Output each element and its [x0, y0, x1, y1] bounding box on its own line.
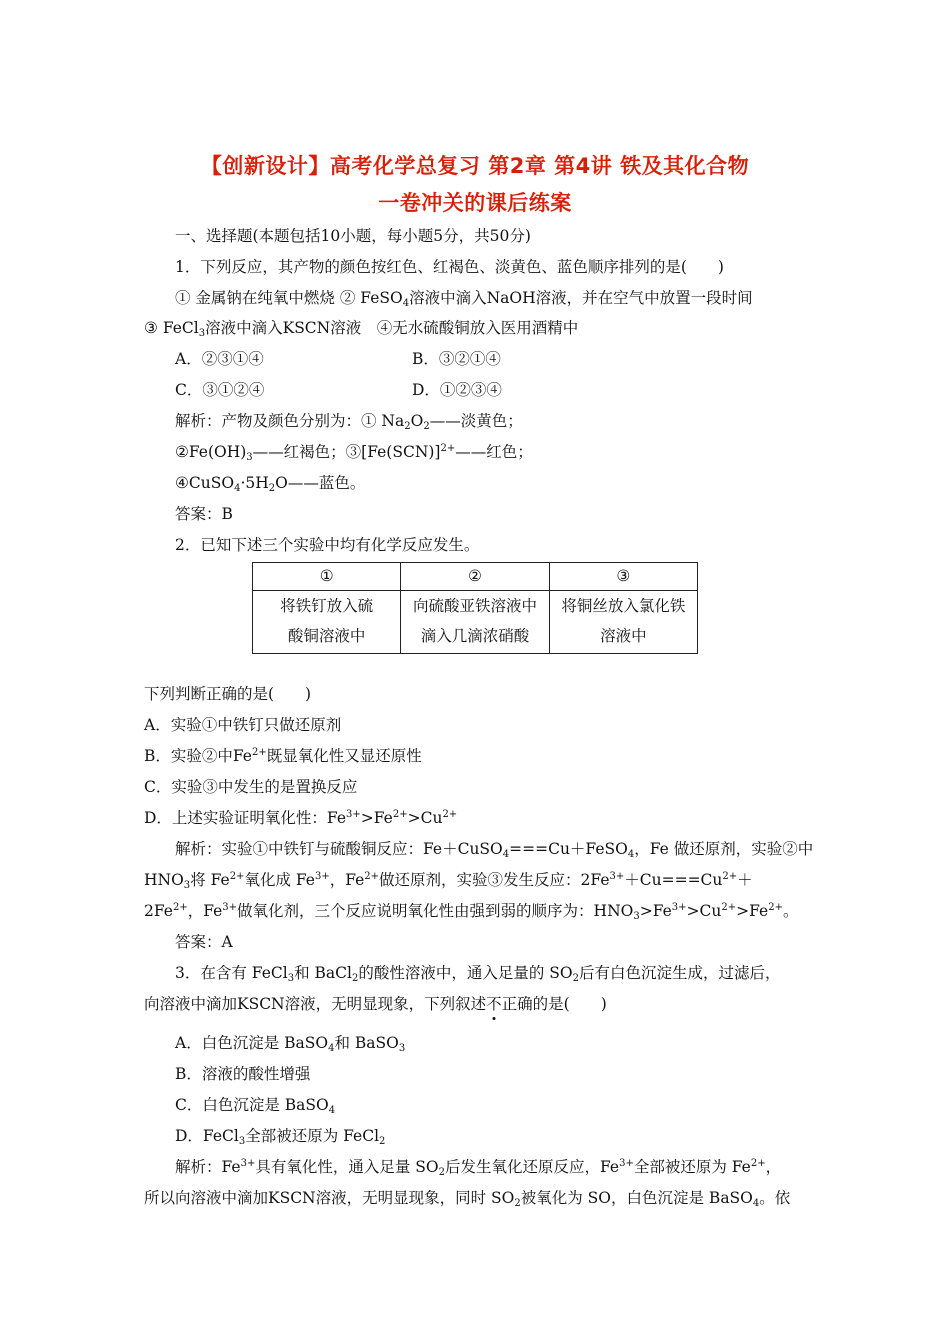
- table-header-2: ②: [401, 563, 549, 591]
- q2-option-a: A．实验①中铁钉只做还原剂: [144, 716, 342, 734]
- title-line-1: 【创新设计】高考化学总复习 第2章 第4讲 铁及其化合物: [200, 154, 750, 178]
- q1-option-d: D．①②③④: [412, 381, 502, 399]
- q1-explanation-2: $②Fe(OH)_3——$红褐色；$③[Fe(SCN)]^{2+}——$红色；: [175, 443, 533, 463]
- q1-option-c: C．③①②④: [175, 381, 265, 399]
- table-header-1: ①: [253, 563, 401, 591]
- q3-explanation-1: 解析：$Fe^{3+}$具有氧化性，通入足量 $SO_2$后发生氧化还原反应，$Fe^{3+}$全部被还原为 $Fe^{2+}$，: [175, 1158, 782, 1178]
- emphasis-dot: 不: [486, 995, 502, 1013]
- q2-explanation-1: 解析：实验①中铁钉与硫酸铜反应：Fe＋CuSO$_4$===Cu＋FeSO$_4$，Fe 做还原剂，实验②中: [175, 840, 814, 860]
- section-heading: 一、选择题(本题包括10小题，每小题5分，共50分): [175, 227, 531, 245]
- q3-option-a: A．白色沉淀是 BaSO$_4$和 BaSO$_3$: [175, 1034, 406, 1054]
- q1-stem: 1．下列反应，其产物的颜色按红色、红褐色、淡黄色、蓝色顺序排列的是( ): [175, 258, 724, 276]
- q2-answer: 答案：A: [175, 933, 233, 951]
- q1-items-line: [175, 288, 753, 308]
- q2-explanation-3: $2Fe^{2+}$，$Fe^{3+}$做氧化剂，三个反应说明氧化性由强到弱的顺序为：$HNO_3>Fe^{3+}>Cu^{2+}>Fe^{2+}$。: [144, 902, 799, 922]
- q3-option-c: C．白色沉淀是 BaSO$_4$: [175, 1096, 336, 1116]
- q1-option-b: B．③②①④: [412, 350, 501, 368]
- q2-option-c: C．实验③中发生的是置换反应: [144, 778, 358, 796]
- q1-item-2: ② FeSO$_4$溶液中滴入NaOH溶液，并在空气中放置一段时间: [339, 289, 753, 309]
- q2-option-d: D．上述实验证明氧化性：$Fe^{3+}>Fe^{2+}>Cu^{2+}$: [144, 809, 458, 827]
- q3-stem-1: 3．在含有 FeCl$_3$和 BaCl$_2$的酸性溶液中，通入足量的 $SO_2$后有白色沉淀生成，过滤后，: [175, 964, 781, 984]
- q3-option-b: B．溶液的酸性增强: [175, 1065, 311, 1083]
- q1-answer: 答案：B: [175, 505, 233, 523]
- q1-option-a: A．②③①④: [175, 350, 264, 368]
- table-cell-3: 将铜丝放入氯化铁 溶液中: [549, 591, 697, 654]
- q2-ask: 下列判断正确的是( ): [144, 685, 312, 703]
- q2-stem: 2．已知下述三个实验中均有化学反应发生。: [175, 536, 480, 554]
- q1-item-3-4: ③ FeCl$_3$溶液中滴入KSCN溶液 ④无水硫酸铜放入医用酒精中: [144, 319, 579, 339]
- q3-explanation-2: 所以向溶液中滴加KSCN溶液，无明显现象，同时 $SO_2$被氧化为 SO，白色沉淀是 BaSO$_4$。依: [144, 1189, 791, 1209]
- q1-item-1: ① 金属钠在纯氧中燃烧: [175, 289, 335, 307]
- q1-explanation-1: 解析：产物及颜色分别为：① $Na_2O_2——$淡黄色；: [175, 412, 523, 432]
- experiment-table: [252, 562, 698, 654]
- title-line-2: 一卷冲关的课后练案: [378, 191, 572, 215]
- table-cell-1: 将铁钉放入硫 酸铜溶液中: [253, 591, 401, 654]
- table-header-3: ③: [549, 563, 697, 591]
- table-cell-2: 向硫酸亚铁溶液中 滴入几滴浓硝酸: [401, 591, 549, 654]
- q2-option-b: B．实验②中$Fe^{2+}$既显氧化性又显还原性: [144, 747, 422, 765]
- q3-stem-2: 向溶液中滴加KSCN溶液，无明显现象，下列叙述不正确的是( ): [144, 995, 607, 1013]
- q2-explanation-2: $HNO_3$将 $Fe^{2+}$氧化成 $Fe^{3+}$，$Fe^{2+}$做还原剂，实验③发生反应：$2Fe^{3+}+Cu===Cu^{2+}+$: [144, 871, 753, 891]
- q1-explanation-3: $④CuSO_4\cdot 5H_2O——$蓝色。: [175, 474, 366, 494]
- q3-option-d: D．FeCl$_3$全部被还原为 FeCl$_2$: [175, 1127, 386, 1147]
